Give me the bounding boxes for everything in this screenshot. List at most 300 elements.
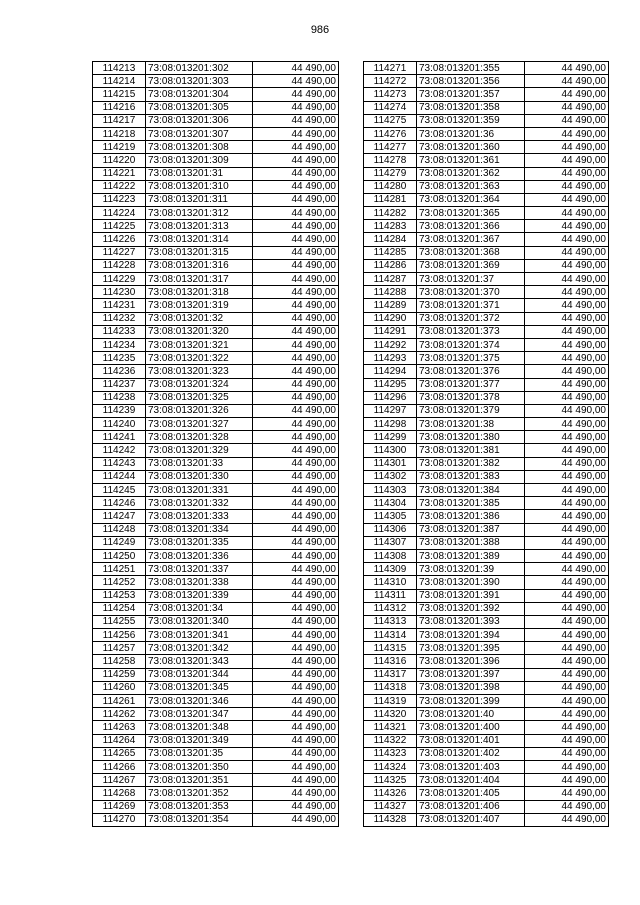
table-row [93,563,339,576]
value-cell: 44 490,00 [525,88,609,101]
table-row [93,813,339,826]
value-cell: 44 490,00 [525,734,609,747]
cadastral-number-cell: 73:08:013201:378 [417,391,525,404]
row-number-cell: 114225 [93,220,146,233]
cadastral-number-cell: 73:08:013201:364 [417,193,525,206]
value-cell: 44 490,00 [253,312,339,325]
cadastral-number-cell: 73:08:013201:330 [146,470,253,483]
row-number-cell: 114219 [93,141,146,154]
value-cell: 44 490,00 [253,141,339,154]
row-number-cell: 114293 [364,352,417,365]
table-row [93,365,339,378]
cadastral-number-cell: 73:08:013201:372 [417,312,525,325]
table-row [364,510,609,523]
table-row [93,404,339,417]
table-row [364,391,609,404]
value-cell: 44 490,00 [253,365,339,378]
table-row [93,602,339,615]
row-number-cell: 114326 [364,787,417,800]
value-cell: 44 490,00 [525,259,609,272]
table-row [93,325,339,338]
table-row [364,536,609,549]
row-number-cell: 114230 [93,286,146,299]
value-cell: 44 490,00 [525,563,609,576]
table-row [364,286,609,299]
value-cell: 44 490,00 [253,114,339,127]
value-cell: 44 490,00 [253,642,339,655]
value-cell: 44 490,00 [253,655,339,668]
table-row [364,444,609,457]
table-row [93,734,339,747]
table-row [93,180,339,193]
cadastral-number-cell: 73:08:013201:39 [417,563,525,576]
table-row [364,325,609,338]
table-row [364,114,609,127]
row-number-cell: 114296 [364,391,417,404]
row-number-cell: 114320 [364,708,417,721]
table-row [364,668,609,681]
table-row [364,233,609,246]
value-cell: 44 490,00 [525,418,609,431]
cadastral-number-cell: 73:08:013201:355 [417,62,525,75]
value-cell: 44 490,00 [525,220,609,233]
cadastral-number-cell: 73:08:013201:361 [417,154,525,167]
cadastral-number-cell: 73:08:013201:383 [417,470,525,483]
table-row [364,141,609,154]
cadastral-number-cell: 73:08:013201:384 [417,484,525,497]
table-row [364,193,609,206]
value-cell: 44 490,00 [253,774,339,787]
value-cell: 44 490,00 [525,391,609,404]
value-cell: 44 490,00 [253,708,339,721]
cadastral-number-cell: 73:08:013201:310 [146,180,253,193]
registry-table-right [363,61,609,827]
row-number-cell: 114275 [364,114,417,127]
value-cell: 44 490,00 [525,127,609,140]
cadastral-number-cell: 73:08:013201:375 [417,352,525,365]
table-row [93,721,339,734]
cadastral-number-cell: 73:08:013201:329 [146,444,253,457]
table-row [364,418,609,431]
row-number-cell: 114236 [93,365,146,378]
value-cell: 44 490,00 [253,193,339,206]
table-row [364,813,609,826]
row-number-cell: 114291 [364,325,417,338]
cadastral-number-cell: 73:08:013201:379 [417,404,525,417]
row-number-cell: 114258 [93,655,146,668]
table-row [364,774,609,787]
row-number-cell: 114264 [93,734,146,747]
table-row [364,787,609,800]
value-cell: 44 490,00 [253,760,339,773]
row-number-cell: 114290 [364,312,417,325]
row-number-cell: 114314 [364,629,417,642]
row-number-cell: 114252 [93,576,146,589]
row-number-cell: 114301 [364,457,417,470]
row-number-cell: 114300 [364,444,417,457]
cadastral-number-cell: 73:08:013201:305 [146,101,253,114]
table-row [93,576,339,589]
table-row [364,747,609,760]
row-number-cell: 114220 [93,154,146,167]
cadastral-number-cell: 73:08:013201:376 [417,365,525,378]
row-number-cell: 114282 [364,207,417,220]
table-row [364,629,609,642]
table-row [93,207,339,220]
value-cell: 44 490,00 [253,563,339,576]
table-row [364,681,609,694]
value-cell: 44 490,00 [253,75,339,88]
row-number-cell: 114228 [93,259,146,272]
row-number-cell: 114294 [364,365,417,378]
value-cell: 44 490,00 [525,246,609,259]
table-row [364,470,609,483]
value-cell: 44 490,00 [525,470,609,483]
value-cell: 44 490,00 [525,642,609,655]
cadastral-number-cell: 73:08:013201:356 [417,75,525,88]
value-cell: 44 490,00 [253,668,339,681]
cadastral-number-cell: 73:08:013201:404 [417,774,525,787]
table-row [93,286,339,299]
row-number-cell: 114269 [93,800,146,813]
table-row [364,101,609,114]
row-number-cell: 114305 [364,510,417,523]
value-cell: 44 490,00 [253,470,339,483]
row-number-cell: 114238 [93,391,146,404]
row-number-cell: 114235 [93,352,146,365]
value-cell: 44 490,00 [525,299,609,312]
table-row [93,88,339,101]
row-number-cell: 114239 [93,404,146,417]
table-row [364,642,609,655]
row-number-cell: 114277 [364,141,417,154]
value-cell: 44 490,00 [253,734,339,747]
row-number-cell: 114260 [93,681,146,694]
cadastral-number-cell: 73:08:013201:35 [146,747,253,760]
row-number-cell: 114244 [93,470,146,483]
value-cell: 44 490,00 [253,615,339,628]
row-number-cell: 114221 [93,167,146,180]
value-cell: 44 490,00 [253,378,339,391]
cadastral-number-cell: 73:08:013201:347 [146,708,253,721]
value-cell: 44 490,00 [525,312,609,325]
cadastral-number-cell: 73:08:013201:333 [146,510,253,523]
row-number-cell: 114308 [364,549,417,562]
row-number-cell: 114249 [93,536,146,549]
table-row [93,747,339,760]
value-cell: 44 490,00 [525,655,609,668]
row-number-cell: 114253 [93,589,146,602]
value-cell: 44 490,00 [253,484,339,497]
table-row [364,299,609,312]
value-cell: 44 490,00 [525,352,609,365]
row-number-cell: 114318 [364,681,417,694]
value-cell: 44 490,00 [525,615,609,628]
row-number-cell: 114274 [364,101,417,114]
cadastral-number-cell: 73:08:013201:407 [417,813,525,826]
table-row [364,62,609,75]
table-row [364,602,609,615]
cadastral-number-cell: 73:08:013201:323 [146,365,253,378]
value-cell: 44 490,00 [525,800,609,813]
value-cell: 44 490,00 [525,286,609,299]
cadastral-number-cell: 73:08:013201:304 [146,88,253,101]
cadastral-number-cell: 73:08:013201:392 [417,602,525,615]
cadastral-number-cell: 73:08:013201:341 [146,629,253,642]
row-number-cell: 114270 [93,813,146,826]
table-row [364,404,609,417]
row-number-cell: 114261 [93,695,146,708]
row-number-cell: 114227 [93,246,146,259]
row-number-cell: 114262 [93,708,146,721]
cadastral-number-cell: 73:08:013201:317 [146,273,253,286]
row-number-cell: 114302 [364,470,417,483]
value-cell: 44 490,00 [253,431,339,444]
value-cell: 44 490,00 [253,536,339,549]
value-cell: 44 490,00 [253,404,339,417]
table-row [364,523,609,536]
cadastral-number-cell: 73:08:013201:327 [146,418,253,431]
table-row [93,800,339,813]
row-number-cell: 114327 [364,800,417,813]
table-row [93,470,339,483]
cadastral-number-cell: 73:08:013201:40 [417,708,525,721]
cadastral-number-cell: 73:08:013201:385 [417,497,525,510]
row-number-cell: 114233 [93,325,146,338]
cadastral-number-cell: 73:08:013201:321 [146,338,253,351]
cadastral-number-cell: 73:08:013201:397 [417,668,525,681]
row-number-cell: 114240 [93,418,146,431]
cadastral-number-cell: 73:08:013201:307 [146,127,253,140]
value-cell: 44 490,00 [253,352,339,365]
value-cell: 44 490,00 [253,787,339,800]
table-row [93,220,339,233]
row-number-cell: 114257 [93,642,146,655]
cadastral-number-cell: 73:08:013201:314 [146,233,253,246]
row-number-cell: 114215 [93,88,146,101]
page-number: 986 [310,24,330,36]
table-row [93,167,339,180]
table-row [93,114,339,127]
value-cell: 44 490,00 [253,747,339,760]
table-row [364,589,609,602]
row-number-cell: 114284 [364,233,417,246]
table-row [93,484,339,497]
table-row [93,101,339,114]
value-cell: 44 490,00 [525,273,609,286]
cadastral-number-cell: 73:08:013201:363 [417,180,525,193]
value-cell: 44 490,00 [253,299,339,312]
cadastral-number-cell: 73:08:013201:350 [146,760,253,773]
row-number-cell: 114319 [364,695,417,708]
table-row [93,233,339,246]
cadastral-number-cell: 73:08:013201:320 [146,325,253,338]
cadastral-number-cell: 73:08:013201:345 [146,681,253,694]
cadastral-number-cell: 73:08:013201:406 [417,800,525,813]
row-number-cell: 114321 [364,721,417,734]
value-cell: 44 490,00 [253,589,339,602]
row-number-cell: 114222 [93,180,146,193]
cadastral-number-cell: 73:08:013201:380 [417,431,525,444]
cadastral-number-cell: 73:08:013201:32 [146,312,253,325]
row-number-cell: 114251 [93,563,146,576]
value-cell: 44 490,00 [525,365,609,378]
cadastral-number-cell: 73:08:013201:359 [417,114,525,127]
row-number-cell: 114307 [364,536,417,549]
value-cell: 44 490,00 [253,101,339,114]
cadastral-number-cell: 73:08:013201:342 [146,642,253,655]
row-number-cell: 114241 [93,431,146,444]
cadastral-number-cell: 73:08:013201:303 [146,75,253,88]
row-number-cell: 114278 [364,154,417,167]
table-row [93,655,339,668]
row-number-cell: 114234 [93,338,146,351]
value-cell: 44 490,00 [253,418,339,431]
cadastral-number-cell: 73:08:013201:368 [417,246,525,259]
cadastral-number-cell: 73:08:013201:370 [417,286,525,299]
row-number-cell: 114214 [93,75,146,88]
value-cell: 44 490,00 [253,695,339,708]
cadastral-number-cell: 73:08:013201:402 [417,747,525,760]
cadastral-number-cell: 73:08:013201:398 [417,681,525,694]
row-number-cell: 114306 [364,523,417,536]
row-number-cell: 114263 [93,721,146,734]
cadastral-number-cell: 73:08:013201:322 [146,352,253,365]
row-number-cell: 114255 [93,615,146,628]
table-row [364,760,609,773]
table-row [93,299,339,312]
table-row [364,259,609,272]
row-number-cell: 114316 [364,655,417,668]
table-row [93,127,339,140]
value-cell: 44 490,00 [253,127,339,140]
cadastral-number-cell: 73:08:013201:328 [146,431,253,444]
value-cell: 44 490,00 [525,774,609,787]
row-number-cell: 114328 [364,813,417,826]
row-number-cell: 114286 [364,259,417,272]
row-number-cell: 114312 [364,602,417,615]
value-cell: 44 490,00 [253,813,339,826]
cadastral-number-cell: 73:08:013201:338 [146,576,253,589]
row-number-cell: 114317 [364,668,417,681]
table-row [93,444,339,457]
table-row [364,312,609,325]
value-cell: 44 490,00 [525,114,609,127]
cadastral-number-cell: 73:08:013201:313 [146,220,253,233]
table-row [93,273,339,286]
cadastral-number-cell: 73:08:013201:349 [146,734,253,747]
row-number-cell: 114218 [93,127,146,140]
table-row [93,668,339,681]
table-row [364,220,609,233]
table-row [364,167,609,180]
cadastral-number-cell: 73:08:013201:371 [417,299,525,312]
table-row [93,629,339,642]
table-row [364,549,609,562]
value-cell: 44 490,00 [525,497,609,510]
value-cell: 44 490,00 [253,629,339,642]
table-row [93,774,339,787]
cadastral-number-cell: 73:08:013201:337 [146,563,253,576]
cadastral-number-cell: 73:08:013201:335 [146,536,253,549]
row-number-cell: 114285 [364,246,417,259]
row-number-cell: 114273 [364,88,417,101]
cadastral-number-cell: 73:08:013201:309 [146,154,253,167]
registry-table-left-body [93,62,339,827]
cadastral-number-cell: 73:08:013201:319 [146,299,253,312]
table-row [364,246,609,259]
registry-table-left [92,61,339,827]
value-cell: 44 490,00 [253,62,339,75]
table-row [93,457,339,470]
cadastral-number-cell: 73:08:013201:400 [417,721,525,734]
value-cell: 44 490,00 [253,167,339,180]
value-cell: 44 490,00 [525,510,609,523]
value-cell: 44 490,00 [525,484,609,497]
cadastral-number-cell: 73:08:013201:31 [146,167,253,180]
value-cell: 44 490,00 [253,497,339,510]
row-number-cell: 114231 [93,299,146,312]
row-number-cell: 114213 [93,62,146,75]
row-number-cell: 114229 [93,273,146,286]
value-cell: 44 490,00 [525,75,609,88]
cadastral-number-cell: 73:08:013201:34 [146,602,253,615]
value-cell: 44 490,00 [525,167,609,180]
cadastral-number-cell: 73:08:013201:331 [146,484,253,497]
cadastral-number-cell: 73:08:013201:395 [417,642,525,655]
value-cell: 44 490,00 [525,787,609,800]
row-number-cell: 114304 [364,497,417,510]
value-cell: 44 490,00 [253,207,339,220]
row-number-cell: 114266 [93,760,146,773]
table-row [364,708,609,721]
value-cell: 44 490,00 [525,207,609,220]
cadastral-number-cell: 73:08:013201:381 [417,444,525,457]
value-cell: 44 490,00 [525,602,609,615]
cadastral-number-cell: 73:08:013201:38 [417,418,525,431]
cadastral-number-cell: 73:08:013201:374 [417,338,525,351]
row-number-cell: 114232 [93,312,146,325]
cadastral-number-cell: 73:08:013201:352 [146,787,253,800]
value-cell: 44 490,00 [525,523,609,536]
cadastral-number-cell: 73:08:013201:308 [146,141,253,154]
table-row [93,708,339,721]
value-cell: 44 490,00 [253,549,339,562]
table-row [93,642,339,655]
row-number-cell: 114217 [93,114,146,127]
cadastral-number-cell: 73:08:013201:343 [146,655,253,668]
table-row [93,549,339,562]
cadastral-number-cell: 73:08:013201:391 [417,589,525,602]
table-row [93,787,339,800]
row-number-cell: 114267 [93,774,146,787]
table-row [93,536,339,549]
cadastral-number-cell: 73:08:013201:394 [417,629,525,642]
value-cell: 44 490,00 [253,800,339,813]
value-cell: 44 490,00 [525,62,609,75]
table-row [93,312,339,325]
cadastral-number-cell: 73:08:013201:318 [146,286,253,299]
value-cell: 44 490,00 [525,233,609,246]
value-cell: 44 490,00 [253,220,339,233]
row-number-cell: 114315 [364,642,417,655]
table-row [364,154,609,167]
table-row [93,681,339,694]
registry-table-right-body [364,62,609,827]
row-number-cell: 114299 [364,431,417,444]
cadastral-number-cell: 73:08:013201:315 [146,246,253,259]
value-cell: 44 490,00 [525,747,609,760]
